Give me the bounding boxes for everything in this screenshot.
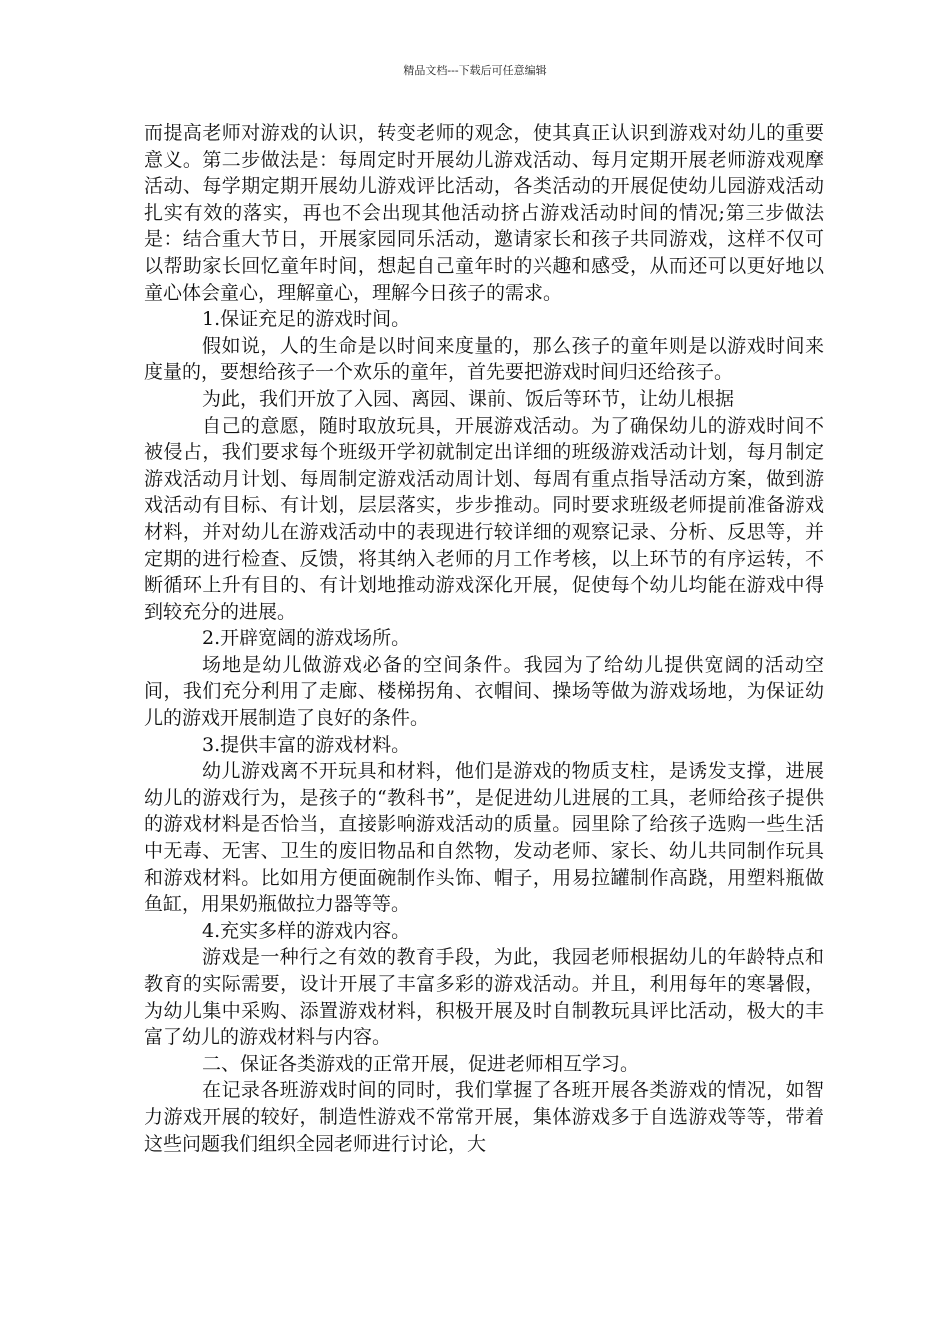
section-heading: 1.保证充足的游戏时间。	[202, 308, 411, 331]
paragraph: 自己的意愿，随时取放玩具，开展游戏活动。为了确保幼儿的游戏时间不被侵占，我们要求每个班级开学初就制定出详细的班级游戏活动计划，每月制定游戏活动月计划、每周制定游戏活动周计划、每周有重点指导活动方案，做到游戏活动有目标、有计划，层层落实，步步推动。同时要求班级老师提前准备游戏材料，并对幼儿在游戏活动中的表现进行较详细的观察记录、分析、反思等，并定期的进行检查、反馈，将其纳入老师的月工作考核，以上环节的有序运转，不断循环上升有目的、有计划地推动游戏深化开展，促使每个幼儿均能在游戏中得到较充分的进展。	[144, 414, 824, 623]
section-heading: 4.充实多样的游戏内容。	[202, 919, 411, 942]
paragraph: 在记录各班游戏时间的同时，我们掌握了各班开展各类游戏的情况，如智力游戏开展的较好，制造性游戏不常常开展，集体游戏多于自选游戏等等，带着这些问题我们组织全园老师进行讨论，大	[144, 1079, 824, 1155]
paragraph: 游戏是一种行之有效的教育手段，为此，我园老师根据幼儿的年龄特点和教育的实际需要，设计开展了丰富多彩的游戏活动。并且，利用每年的寒暑假，为幼儿集中采购、添置游戏材料，积极开展及时自制教玩具评比活动，极大的丰富了幼儿的游戏材料与内容。	[144, 946, 824, 1049]
document-body	[144, 120, 824, 1157]
paragraph: 而提高老师对游戏的认识，转变老师的观念，使其真正认识到游戏对幼儿的重要意义。第二步做法是：每周定时开展幼儿游戏活动、每月定期开展老师游戏观摩活动、每学期定期开展幼儿游戏评比活动，各类活动的开展促使幼儿园游戏活动扎实有效的落实，再也不会出现其他活动挤占游戏活动时间的情况;第三步做法是：结合重大节日，开展家园同乐活动，邀请家长和孩子共同游戏，这样不仅可以帮助家长回忆童年时间，想起自己童年时的兴趣和感受，从而还可以更好地以童心体会童心，理解童心，理解今日孩子的需求。	[144, 122, 824, 304]
section-heading: 2.开辟宽阔的游戏场所。	[202, 627, 411, 650]
paragraph: 场地是幼儿做游戏必备的空间条件。我园为了给幼儿提供宽阔的活动空间，我们充分利用了走廊、楼梯拐角、衣帽间、操场等做为游戏场地，为保证幼儿的游戏开展制造了良好的条件。	[144, 653, 824, 730]
section-heading: 二、保证各类游戏的正常开展，促进老师相互学习。	[202, 1052, 640, 1075]
section-heading: 3.提供丰富的游戏材料。	[202, 733, 411, 756]
page-header: 精品文档---下载后可任意编辑	[403, 64, 547, 77]
paragraph: 假如说，人的生命是以时间来度量的，那么孩子的童年则是以游戏时间来度量的，要想给孩子一个欢乐的童年，首先要把游戏时间归还给孩子。	[144, 334, 824, 384]
paragraph: 为此，我们开放了入园、离园、课前、饭后等环节，让幼儿根据	[202, 387, 735, 410]
paragraph: 幼儿游戏离不开玩具和材料，他们是游戏的物质支柱，是诱发支撑，进展幼儿的游戏行为，是孩子的“教科书”，是促进幼儿进展的工具，老师给孩子提供的游戏材料是否恰当，直接影响游戏活动的质量。园里除了给孩子选购一些生活中无毒、无害、卫生的废旧物品和自然物，发动老师、家长、幼儿共同制作玩具和游戏材料。比如用方便面碗制作头饰、帽子，用易拉罐制作高跷，用塑料瓶做鱼缸，用果奶瓶做拉力器等等。	[144, 760, 824, 916]
